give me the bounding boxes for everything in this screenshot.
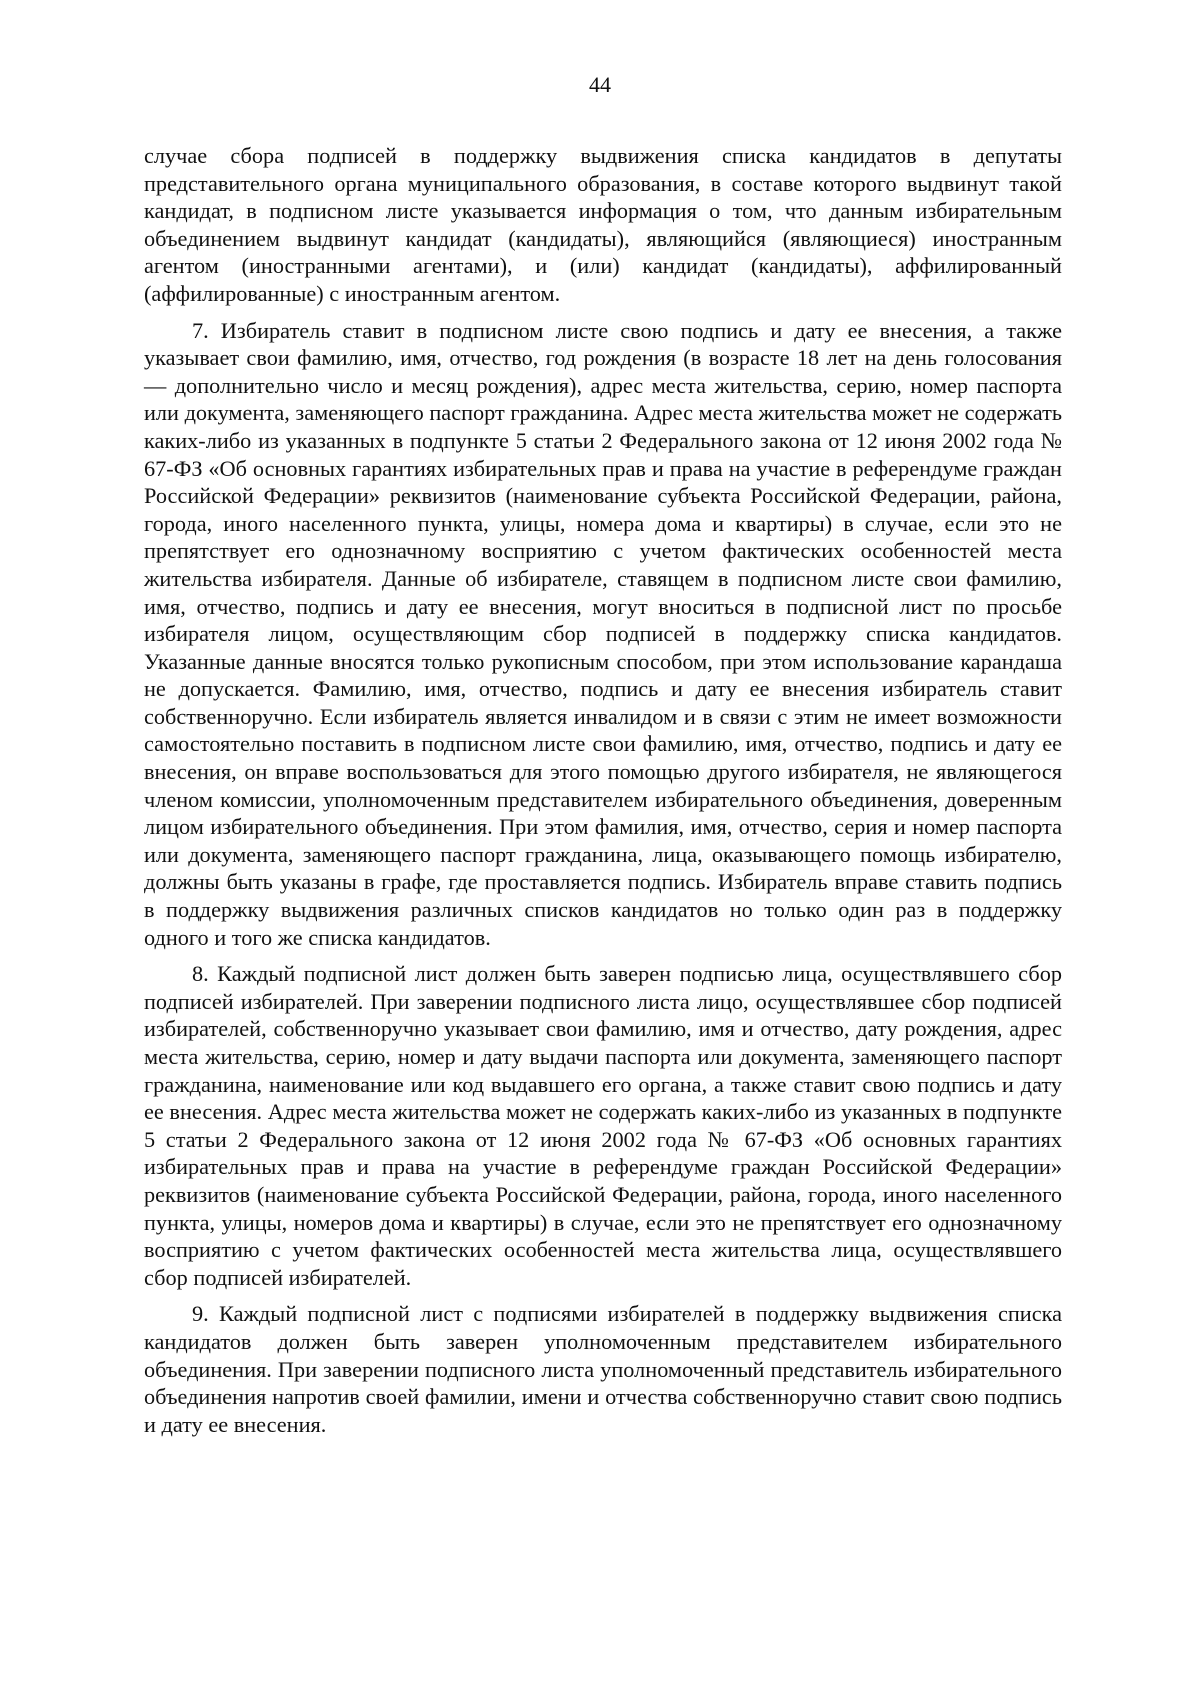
paragraph-item-7: 7. Избиратель ставит в подписном листе свою подпись и дату ее внесения, а также указывает свои фамилию, имя, отчество, год рождения (в возрасте 18 лет на день голосования — дополнительно число и месяц рождения), адрес места жительства, серию, номер паспорта или документа, заменяющего паспорт гражданина. Адрес места жительства может не содержать каких-либо из указанных в подпункте 5 статьи 2 Федерального закона от 12 июня 2002 года № 67-ФЗ «Об основных гарантиях избирательных прав и права на участие в референдуме граждан Российской Федерации» реквизитов (наименование субъекта Российской Федерации, района, города, иного населенного пункта, улицы, номера дома и квартиры) в случае, если это не препятствует его однозначному восприятию с учетом фактических особенностей места жительства избирателя. Данные об избирателе, ставящем в подписном листе свои фамилию, имя, отчество, подпись и дату ее внесения, могут вноситься в подписной лист по просьбе избирателя лицом, осуществляющим сбор подписей в поддержку списка кандидатов. Указанные данные вносятся только рукописным способом, при этом использование карандаша не допускается. Фамилию, имя, отчество, подпись и дату ее внесения избиратель ставит собственноручно. Если избиратель является инвалидом и в связи с этим не имеет возможности самостоятельно поставить в подписном листе свои фамилию, имя, отчество, подпись и дату ее внесения, он вправе воспользоваться для этого помощью другого избирателя, не являющегося членом комиссии, уполномоченным представителем избирательного объединения, доверенным лицом избирательного объединения. При этом фамилия, имя, отчество, серия и номер паспорта или документа, заменяющего паспорт гражданина, лица, оказывающего помощь избирателю, должны быть указаны в графе, где проставляется подпись. Избиратель вправе ставить подпись в поддержку выдвижения различных списков кандидатов но только один раз в поддержку одного и того же списка кандидатов.	[144, 317, 1062, 950]
paragraph-item-9: 9. Каждый подписной лист с подписями избирателей в поддержку выдвижения списка кандидатов должен быть заверен уполномоченным представителем избирательного объединения. При заверении подписного листа уполномоченный представитель избирательного объединения напротив своей фамилии, имени и отчества собственноручно ставит свою подпись и дату ее внесения.	[144, 1301, 1062, 1437]
paragraph-item-8: 8. Каждый подписной лист должен быть заверен подписью лица, осуществлявшего сбор подписей избирателей. При заверении подписного листа лицо, осуществлявшее сбор подписей избирателей, собственноручно указывает свои фамилию, имя и отчество, дату рождения, адрес места жительства, серию, номер и дату выдачи паспорта или документа, заменяющего паспорт гражданина, наименование или код выдавшего его органа, а также ставит свою подпись и дату ее внесения. Адрес места жительства может не содержать каких-либо из указанных в подпункте 5 статьи 2 Федерального закона от 12 июня 2002 года № 67-ФЗ «Об основных гарантиях избирательных прав и права на участие в референдуме граждан Российской Федерации» реквизитов (наименование субъекта Российской Федерации, района, города, иного населенного пункта, улицы, номеров дома и квартиры) в случае, если это не препятствует его однозначному восприятию с учетом фактических особенностей места жительства лица, осуществлявшего сбор подписей избирателей.	[144, 961, 1062, 1290]
page-number: 44	[589, 72, 611, 97]
paragraph-continuation: случае сбора подписей в поддержку выдвижения списка кандидатов в депутаты представительного органа муниципального образования, в составе которого выдвинут такой кандидат, в подписном листе указывается информация о том, что данным избирательным объединением выдвинут кандидат (кандидаты), являющийся (являющиеся) иностранным агентом (иностранными агентами), и (или) кандидат (кандидаты), аффилированный (аффилированные) с иностранным агентом.	[144, 143, 1062, 306]
document-body	[144, 142, 1062, 1447]
